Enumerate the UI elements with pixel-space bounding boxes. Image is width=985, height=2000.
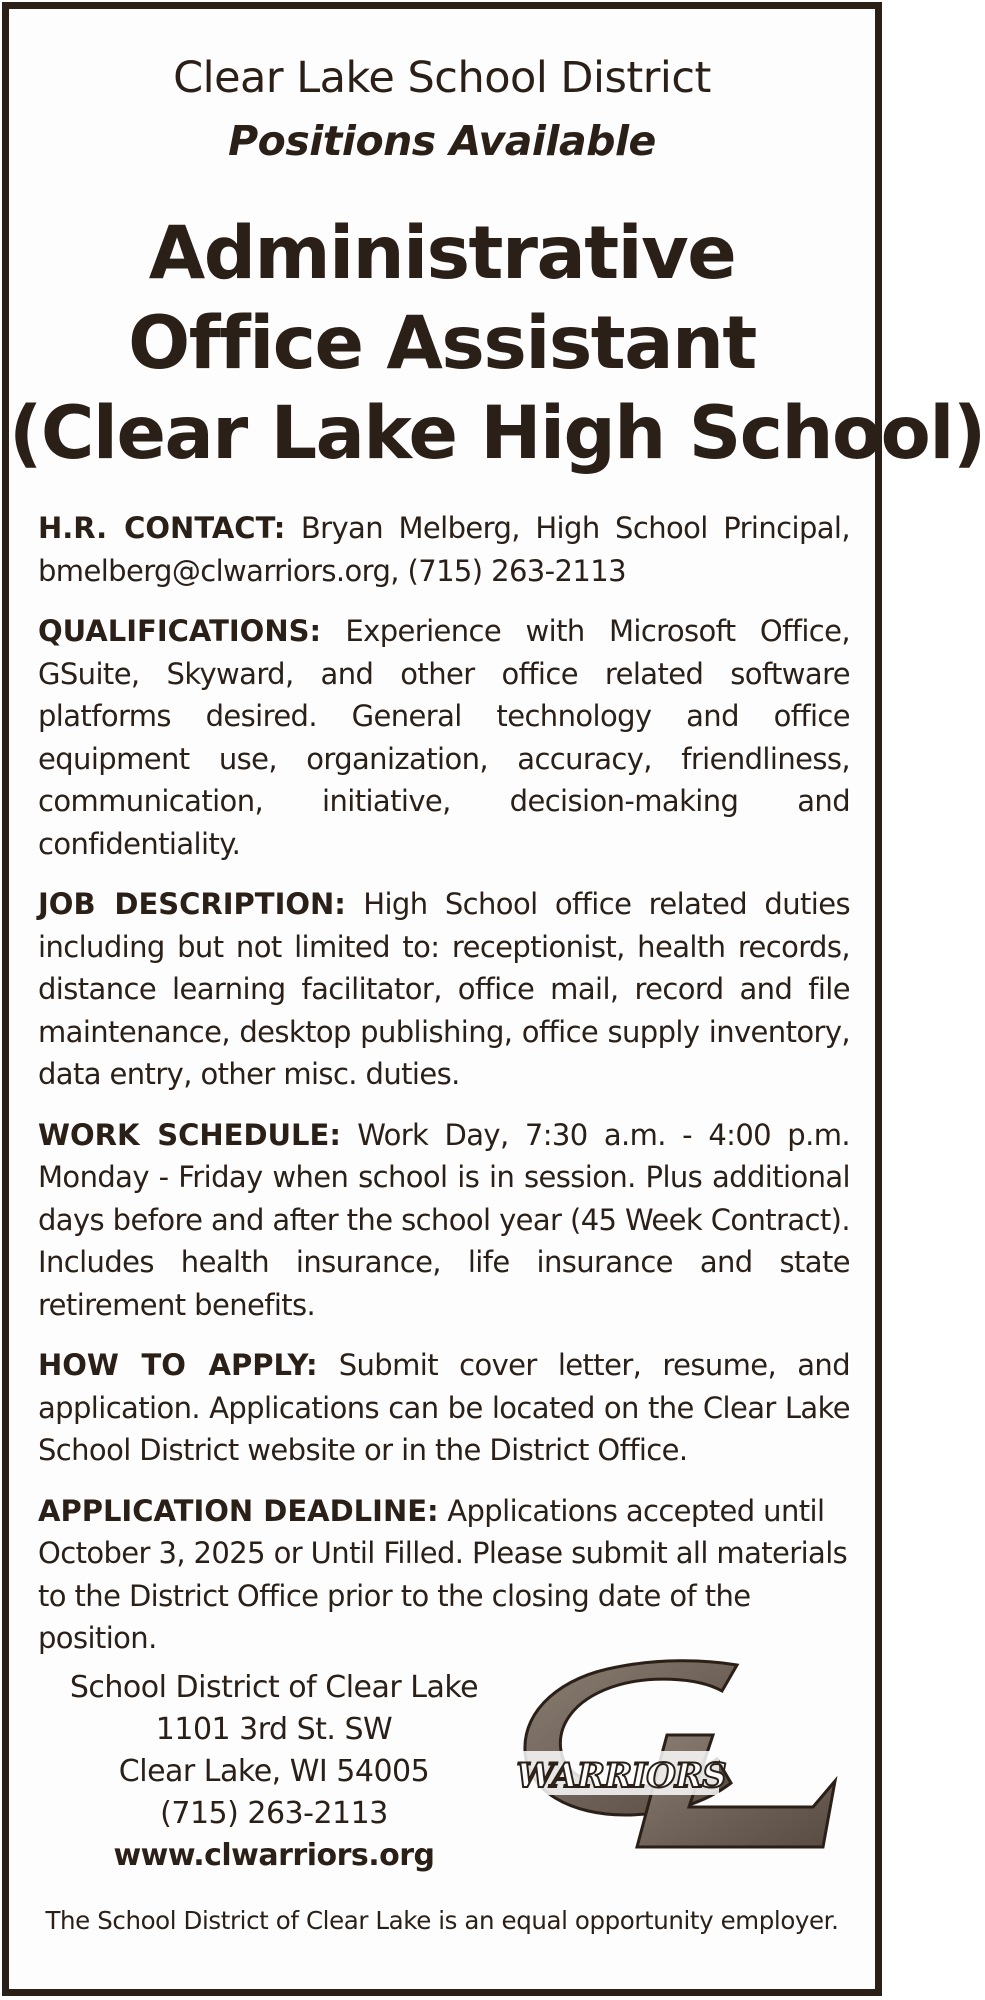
application-deadline-text: Applications accepted until October 3, 2025 or Until Filled. Please submit all materials to the District Office prior to the closing date of the position. [38, 1493, 848, 1655]
address-street: 1101 3rd St. SW [155, 1712, 393, 1747]
posting-body [38, 507, 850, 1678]
job-description-label: JOB DESCRIPTION: [38, 887, 346, 921]
qualifications-text: Experience with Microsoft Office, GSuite, Skyward, and other office related software platforms desired. General technology and office equipment use, organization, accuracy, friendliness, communication, initiative, decision-making and confidentiality. [38, 614, 850, 861]
address-city: Clear Lake, WI 54005 [118, 1754, 430, 1789]
warriors-cl-logo [517, 1647, 847, 1857]
job-description-text: High School office related duties including but not limited to: receptionist, health records, distance learning facilitator, office mail, record and file maintenance, desktop publishing, office supply inventory, data entry, other misc. duties. [38, 887, 850, 1091]
job-title-line-2: Office Assistant [128, 301, 756, 386]
job-posting-ad [2, 2, 985, 1996]
website-link[interactable]: www.clwarriors.org [113, 1838, 435, 1873]
hr-contact-label: H.R. CONTACT: [38, 511, 286, 545]
work-schedule-text: Work Day, 7:30 a.m. - 4:00 p.m. Monday - Friday when school is in session. Plus additional days before and after the school year (45 Week Contract). Includes health insurance, life insurance and state retirement benefits. [38, 1117, 850, 1322]
positions-available-heading: Positions Available [228, 117, 656, 165]
district-name: Clear Lake School District [173, 53, 711, 103]
how-to-apply-text: Submit cover letter, resume, and application. Applications can be located on the Clear Lake School District website or in the District Office. [38, 1348, 851, 1467]
address-phone: (715) 263-2113 [160, 1796, 388, 1831]
job-title [9, 209, 985, 479]
logo-warriors-text: WARRIORS [516, 1756, 726, 1796]
job-description-section [38, 883, 850, 1096]
how-to-apply-label: HOW TO APPLY: [38, 1348, 318, 1382]
qualifications-label: QUALIFICATIONS: [38, 614, 322, 648]
qualifications-section [38, 610, 850, 865]
application-deadline-section [38, 1490, 850, 1660]
hr-contact-text: Bryan Melberg, High School Principal, bmelberg@clwarriors.org, (715) 263-2113 [38, 511, 851, 588]
address-name: School District of Clear Lake [69, 1670, 479, 1705]
hr-contact-section [38, 507, 850, 592]
how-to-apply-section [38, 1344, 850, 1472]
work-schedule-label: WORK SCHEDULE: [38, 1117, 341, 1152]
job-title-line-1: Administrative [148, 211, 736, 296]
equal-opportunity-statement: The School District of Clear Lake is an equal opportunity employer. [45, 1906, 839, 1935]
district-address [39, 1667, 509, 1877]
job-title-line-3: (Clear Lake High School) [9, 391, 985, 476]
application-deadline-label: APPLICATION DEADLINE: [38, 1493, 439, 1528]
work-schedule-section [38, 1114, 850, 1327]
